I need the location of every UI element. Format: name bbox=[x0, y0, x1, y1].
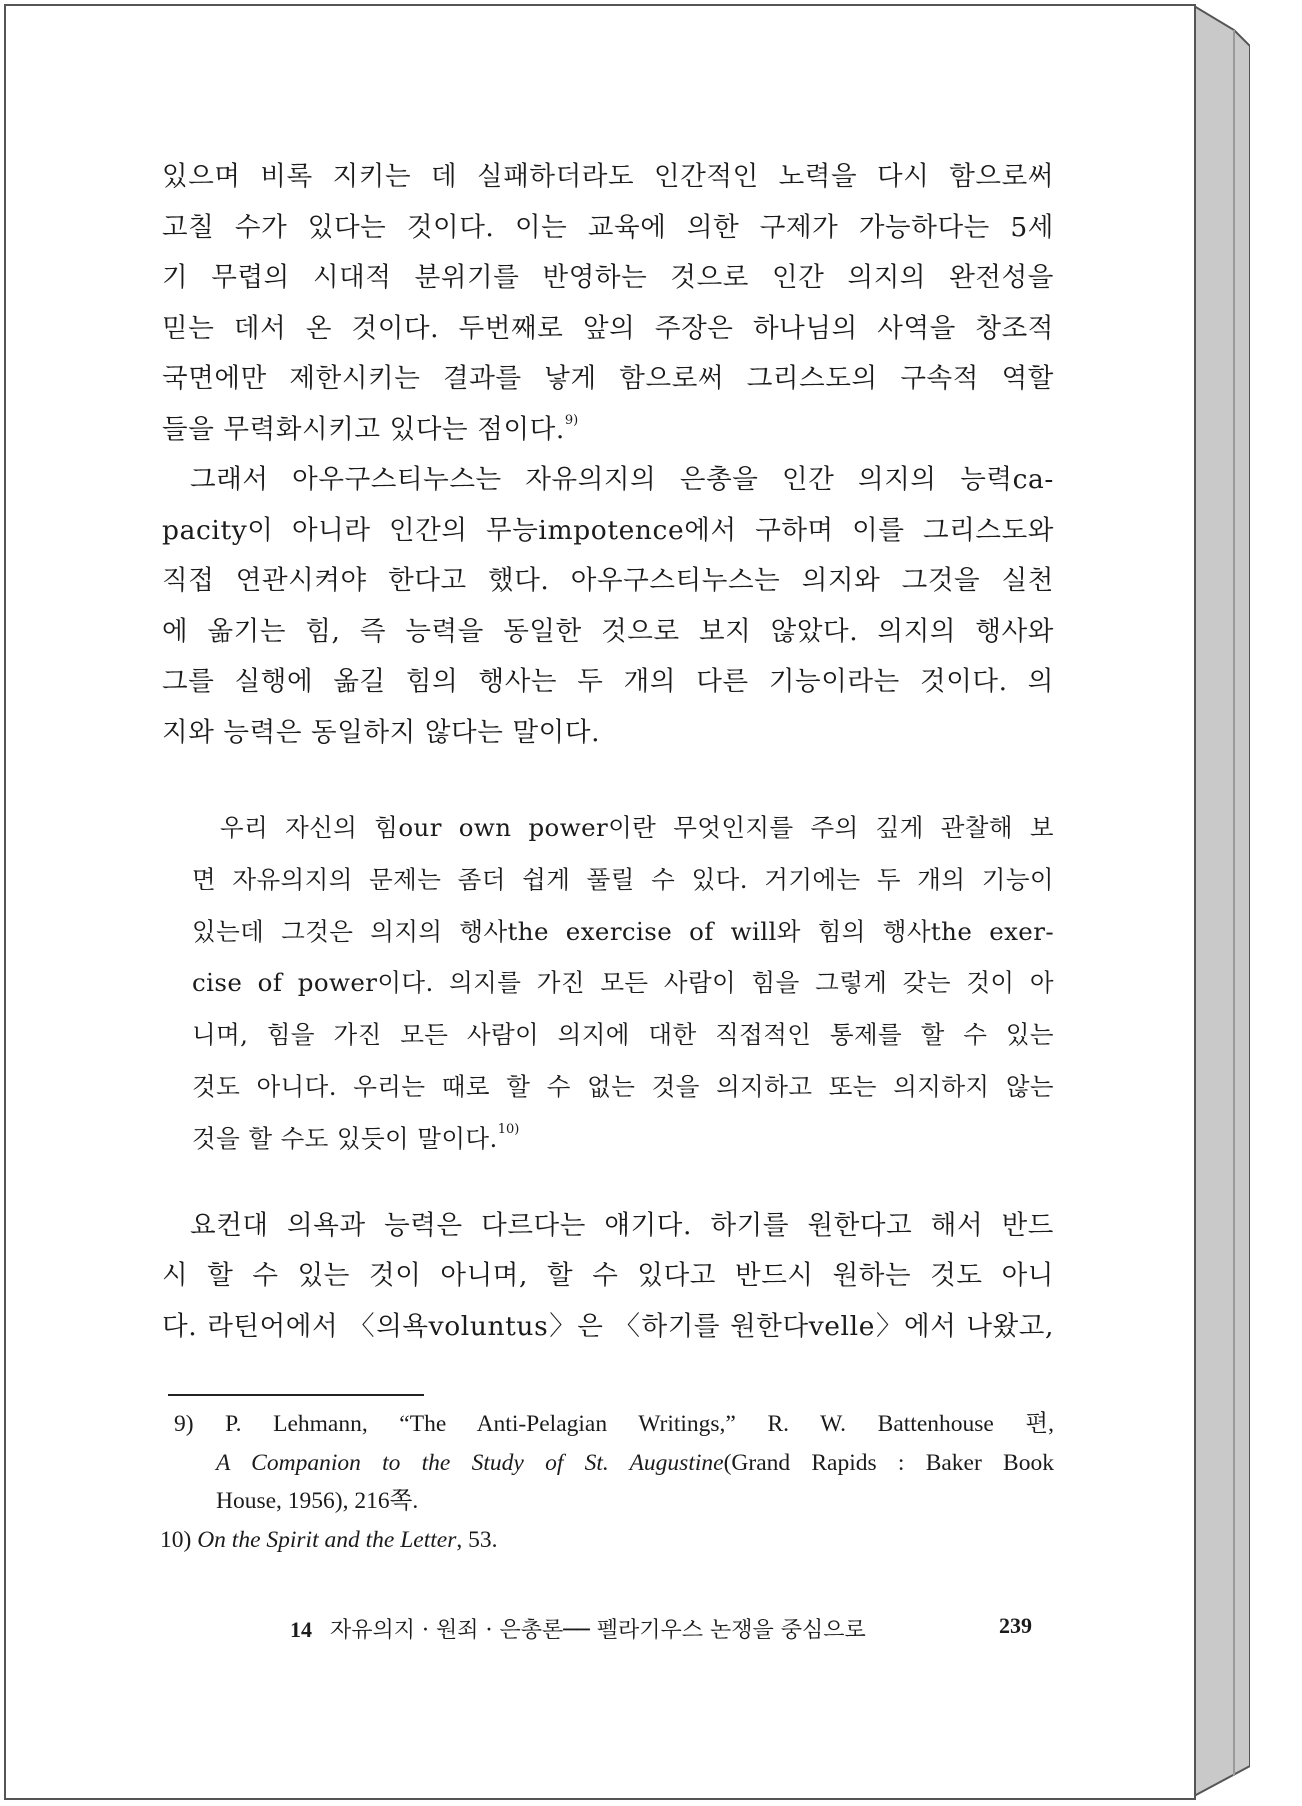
text-line: 그래서 아우구스티누스는 자유의지의 은총을 인간 의지의 능력ca- bbox=[190, 464, 1054, 495]
text-line-content: 들을 무력화시키고 있다는 점이다. bbox=[162, 413, 565, 445]
book-title: A Companion to the Study of St. Augustine bbox=[216, 1449, 724, 1476]
text-line: 직접 연관시켜야 한다고 했다. 아우구스티누스는 의지와 그것을 실천 bbox=[162, 565, 1054, 596]
footnote-10-number: 10) bbox=[160, 1526, 192, 1553]
paragraph-2 bbox=[162, 455, 1054, 758]
text-line: 그를 실행에 옮길 힘의 행사는 두 개의 다른 기능이라는 것이다. 의 bbox=[162, 666, 1054, 697]
text-line: 기 무렵의 시대적 분위기를 반영하는 것으로 인간 의지의 완전성을 bbox=[162, 262, 1054, 293]
page-number: 239 bbox=[999, 1613, 1032, 1638]
running-footer bbox=[290, 1613, 1032, 1644]
footnote-10 bbox=[160, 1521, 1054, 1560]
footnote-9-line-1: 9) P. Lehmann, “The Anti-Pelagian Writings,” R. W. Battenhouse 편, bbox=[174, 1411, 1054, 1437]
footnote-9-line-3: House, 1956), 216쪽. bbox=[216, 1488, 419, 1514]
chapter-title: 자유의지 · 원죄 · 은총론── 펠라기우스 논쟁을 중심으로 bbox=[330, 1618, 866, 1643]
main-text bbox=[162, 152, 1054, 1352]
footnote-9-line-2 bbox=[174, 1444, 1054, 1483]
quote-line: 있는데 그것은 의지의 행사the exercise of will와 힘의 행사the exer- bbox=[192, 916, 1054, 946]
quote-line: cise of power이다. 의지를 가진 모든 사람이 힘을 그렇게 갖는 것이 아 bbox=[192, 968, 1054, 998]
quote-line-content: 것을 할 수도 있듯이 말이다. bbox=[192, 1123, 498, 1153]
footnotes bbox=[160, 1405, 1054, 1559]
footnote-separator bbox=[168, 1394, 424, 1396]
chapter-number: 14 bbox=[290, 1617, 312, 1642]
text-line: 고칠 수가 있다는 것이다. 이는 교육에 의한 구제가 가능하다는 5세 bbox=[162, 211, 1054, 243]
footnote-ref-9[interactable]: 9) bbox=[564, 412, 579, 428]
work-title: On the Spirit and the Letter bbox=[197, 1526, 457, 1553]
text-line: 시 할 수 있는 것이 아니며, 할 수 있다고 반드시 원하는 것도 아니 bbox=[162, 1260, 1054, 1292]
text-line: 다. 라틴어에서 〈의욕voluntus〉은 〈하기를 원한다velle〉에서 나왔고, bbox=[162, 1310, 1054, 1342]
text-line: 요컨대 의욕과 능력은 다르다는 얘기다. 하기를 원한다고 해서 반드 bbox=[190, 1209, 1054, 1241]
paragraph-3 bbox=[162, 1201, 1054, 1353]
footnote-ref-10[interactable]: 10) bbox=[497, 1121, 520, 1137]
quote-line: 우리 자신의 힘our own power이란 무엇인지를 주의 깊게 관찰해 보 bbox=[220, 813, 1054, 842]
footnote-10-rest: , 53. bbox=[456, 1526, 498, 1553]
text-line: 지와 능력은 동일하지 않다는 말이다. bbox=[162, 716, 601, 748]
block-quote bbox=[192, 802, 1054, 1165]
publication-info: (Grand Rapids : Baker Book bbox=[723, 1449, 1054, 1476]
quote-line: 니며, 힘을 가진 모든 사람이 의지에 대한 직접적인 통제를 할 수 있는 bbox=[192, 1020, 1054, 1050]
text-line: 있으며 비록 지키는 데 실패하더라도 인간적인 노력을 다시 함으로써 bbox=[162, 161, 1054, 192]
paragraph-1 bbox=[162, 152, 1054, 455]
quote-line bbox=[192, 1113, 1054, 1165]
text-line bbox=[162, 405, 1054, 456]
text-line: 국면에만 제한시키는 결과를 낳게 함으로써 그리스도의 구속적 역할 bbox=[162, 363, 1054, 394]
text-line: 에 옮기는 힘, 즉 능력을 동일한 것으로 보지 않았다. 의지의 행사와 bbox=[162, 615, 1054, 647]
text-line: pacity이 아니라 인간의 무능impotence에서 구하며 이를 그리스도와 bbox=[162, 514, 1054, 546]
quote-line: 면 자유의지의 문제는 좀더 쉽게 풀릴 수 있다. 거기에는 두 개의 기능이 bbox=[192, 864, 1054, 894]
book-spine-edge bbox=[1194, 6, 1250, 1796]
quote-line: 것도 아니다. 우리는 때로 할 수 없는 것을 의지하고 또는 의지하지 않는 bbox=[192, 1071, 1054, 1101]
text-line: 믿는 데서 온 것이다. 두번째로 앞의 주장은 하나님의 사역을 창조적 bbox=[162, 312, 1054, 344]
